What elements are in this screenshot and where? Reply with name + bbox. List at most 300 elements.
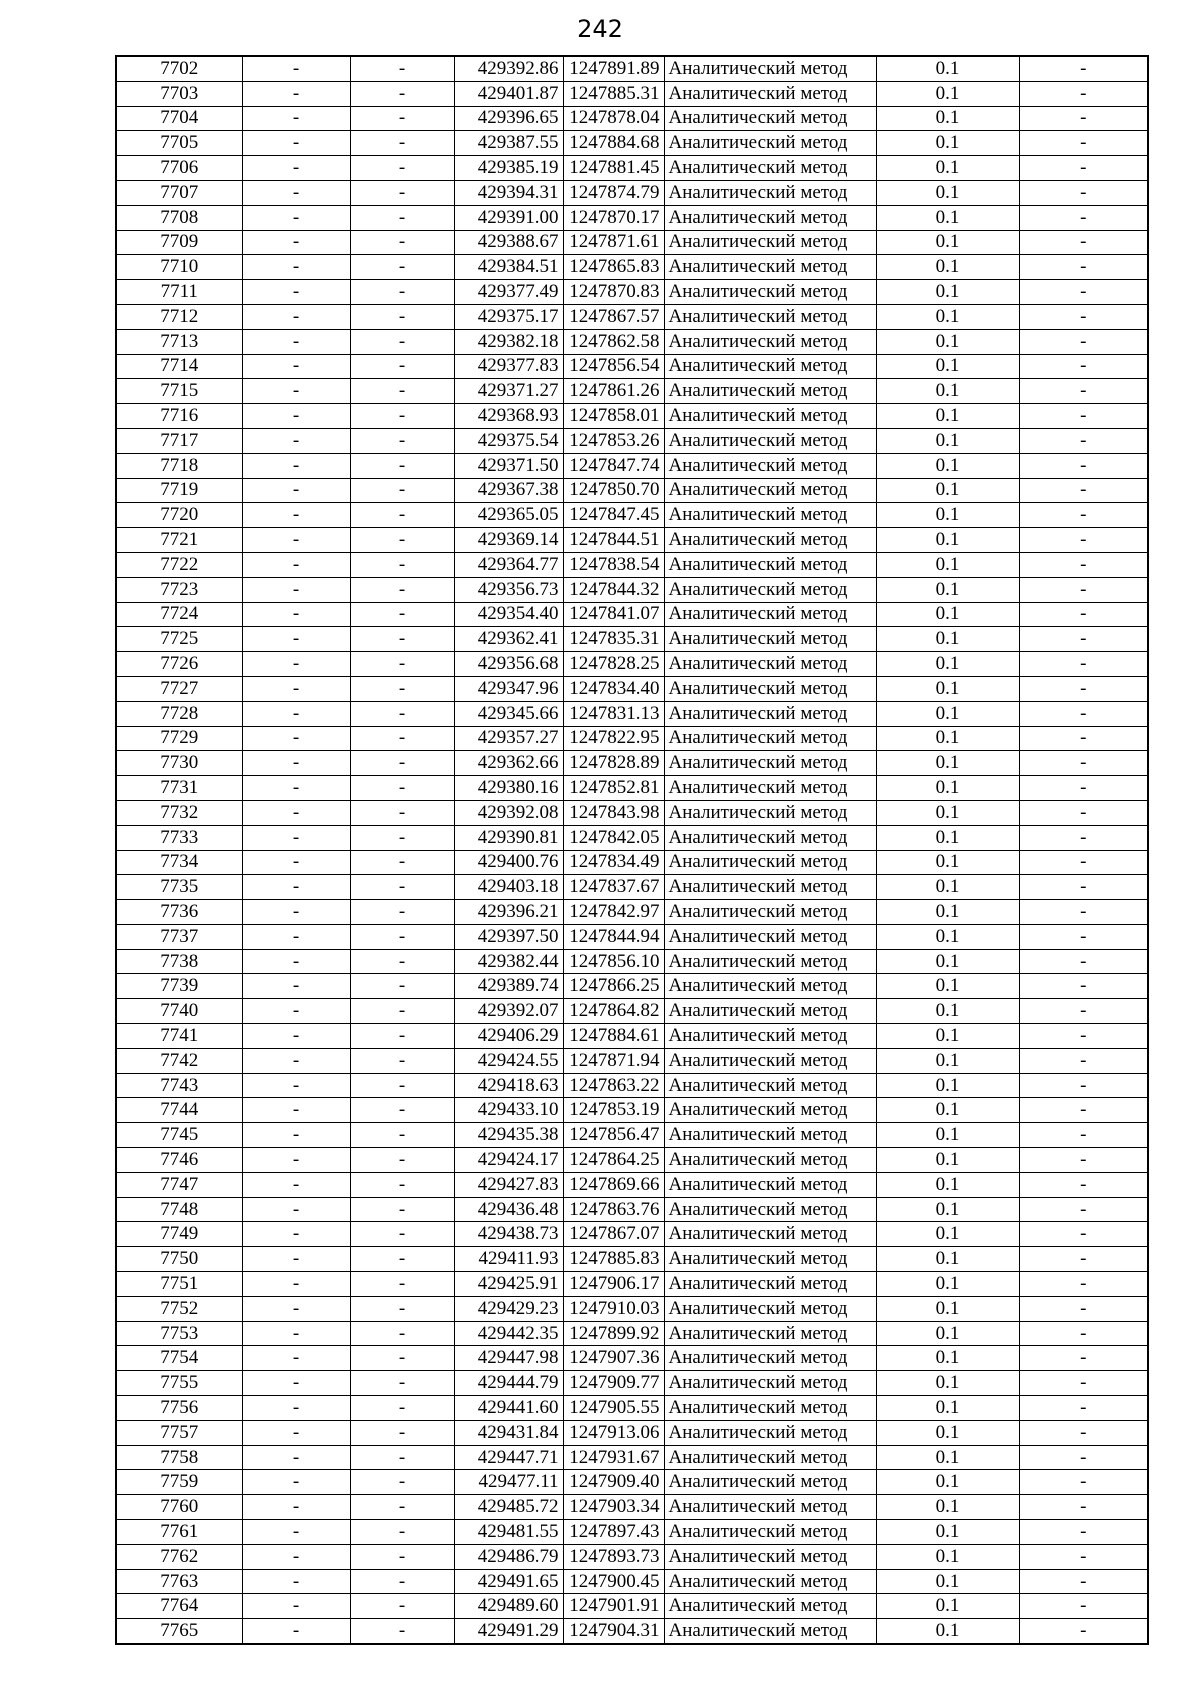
method-cell: Аналитический метод bbox=[664, 1445, 876, 1470]
method-cell: Аналитический метод bbox=[664, 1495, 876, 1520]
empty-cell: - bbox=[1019, 1346, 1148, 1371]
point-number-cell: 7709 bbox=[116, 230, 242, 255]
empty-cell: - bbox=[1019, 453, 1148, 478]
accuracy-cell: 0.1 bbox=[876, 850, 1019, 875]
accuracy-cell: 0.1 bbox=[876, 1222, 1019, 1247]
y-coordinate-cell: 1247853.19 bbox=[563, 1098, 664, 1123]
x-coordinate-cell: 429392.08 bbox=[454, 800, 563, 825]
accuracy-cell: 0.1 bbox=[876, 701, 1019, 726]
empty-cell: - bbox=[242, 503, 350, 528]
accuracy-cell: 0.1 bbox=[876, 900, 1019, 925]
table-row bbox=[116, 1172, 1148, 1197]
empty-cell: - bbox=[1019, 1619, 1148, 1644]
method-cell: Аналитический метод bbox=[664, 255, 876, 280]
y-coordinate-cell: 1247842.97 bbox=[563, 900, 664, 925]
table-row bbox=[116, 329, 1148, 354]
method-cell: Аналитический метод bbox=[664, 180, 876, 205]
empty-cell: - bbox=[1019, 627, 1148, 652]
accuracy-cell: 0.1 bbox=[876, 1420, 1019, 1445]
point-number-cell: 7752 bbox=[116, 1296, 242, 1321]
empty-cell: - bbox=[350, 1619, 454, 1644]
x-coordinate-cell: 429369.14 bbox=[454, 528, 563, 553]
empty-cell: - bbox=[242, 875, 350, 900]
accuracy-cell: 0.1 bbox=[876, 577, 1019, 602]
empty-cell: - bbox=[350, 800, 454, 825]
empty-cell: - bbox=[1019, 304, 1148, 329]
point-number-cell: 7736 bbox=[116, 900, 242, 925]
x-coordinate-cell: 429396.65 bbox=[454, 106, 563, 131]
point-number-cell: 7705 bbox=[116, 131, 242, 156]
method-cell: Аналитический метод bbox=[664, 1544, 876, 1569]
point-number-cell: 7755 bbox=[116, 1371, 242, 1396]
x-coordinate-cell: 429424.55 bbox=[454, 1048, 563, 1073]
point-number-cell: 7732 bbox=[116, 800, 242, 825]
empty-cell: - bbox=[242, 56, 350, 81]
y-coordinate-cell: 1247905.55 bbox=[563, 1396, 664, 1421]
method-cell: Аналитический метод bbox=[664, 304, 876, 329]
empty-cell: - bbox=[350, 1172, 454, 1197]
y-coordinate-cell: 1247850.70 bbox=[563, 478, 664, 503]
table-row bbox=[116, 900, 1148, 925]
empty-cell: - bbox=[1019, 1420, 1148, 1445]
point-number-cell: 7741 bbox=[116, 1024, 242, 1049]
point-number-cell: 7710 bbox=[116, 255, 242, 280]
empty-cell: - bbox=[1019, 900, 1148, 925]
empty-cell: - bbox=[242, 776, 350, 801]
y-coordinate-cell: 1247884.61 bbox=[563, 1024, 664, 1049]
point-number-cell: 7745 bbox=[116, 1123, 242, 1148]
table-row bbox=[116, 106, 1148, 131]
empty-cell: - bbox=[1019, 205, 1148, 230]
x-coordinate-cell: 429444.79 bbox=[454, 1371, 563, 1396]
y-coordinate-cell: 1247841.07 bbox=[563, 602, 664, 627]
empty-cell: - bbox=[1019, 800, 1148, 825]
empty-cell: - bbox=[242, 1197, 350, 1222]
empty-cell: - bbox=[242, 428, 350, 453]
table-row bbox=[116, 1222, 1148, 1247]
method-cell: Аналитический метод bbox=[664, 56, 876, 81]
accuracy-cell: 0.1 bbox=[876, 1396, 1019, 1421]
x-coordinate-cell: 429425.91 bbox=[454, 1272, 563, 1297]
empty-cell: - bbox=[1019, 329, 1148, 354]
empty-cell: - bbox=[242, 1172, 350, 1197]
x-coordinate-cell: 429442.35 bbox=[454, 1321, 563, 1346]
method-cell: Аналитический метод bbox=[664, 1396, 876, 1421]
empty-cell: - bbox=[242, 924, 350, 949]
empty-cell: - bbox=[350, 1321, 454, 1346]
accuracy-cell: 0.1 bbox=[876, 255, 1019, 280]
accuracy-cell: 0.1 bbox=[876, 453, 1019, 478]
x-coordinate-cell: 429433.10 bbox=[454, 1098, 563, 1123]
accuracy-cell: 0.1 bbox=[876, 56, 1019, 81]
x-coordinate-cell: 429418.63 bbox=[454, 1073, 563, 1098]
point-number-cell: 7723 bbox=[116, 577, 242, 602]
table-row bbox=[116, 56, 1148, 81]
empty-cell: - bbox=[1019, 726, 1148, 751]
empty-cell: - bbox=[1019, 552, 1148, 577]
empty-cell: - bbox=[242, 379, 350, 404]
table-row bbox=[116, 404, 1148, 429]
table-row bbox=[116, 230, 1148, 255]
method-cell: Аналитический метод bbox=[664, 1148, 876, 1173]
point-number-cell: 7704 bbox=[116, 106, 242, 131]
x-coordinate-cell: 429436.48 bbox=[454, 1197, 563, 1222]
method-cell: Аналитический метод bbox=[664, 528, 876, 553]
accuracy-cell: 0.1 bbox=[876, 949, 1019, 974]
method-cell: Аналитический метод bbox=[664, 1197, 876, 1222]
point-number-cell: 7743 bbox=[116, 1073, 242, 1098]
y-coordinate-cell: 1247822.95 bbox=[563, 726, 664, 751]
x-coordinate-cell: 429477.11 bbox=[454, 1470, 563, 1495]
table-row bbox=[116, 1197, 1148, 1222]
empty-cell: - bbox=[350, 156, 454, 181]
point-number-cell: 7727 bbox=[116, 676, 242, 701]
accuracy-cell: 0.1 bbox=[876, 999, 1019, 1024]
x-coordinate-cell: 429435.38 bbox=[454, 1123, 563, 1148]
table-row bbox=[116, 478, 1148, 503]
x-coordinate-cell: 429362.66 bbox=[454, 751, 563, 776]
empty-cell: - bbox=[242, 1520, 350, 1545]
empty-cell: - bbox=[1019, 999, 1148, 1024]
method-cell: Аналитический метод bbox=[664, 652, 876, 677]
x-coordinate-cell: 429385.19 bbox=[454, 156, 563, 181]
method-cell: Аналитический метод bbox=[664, 776, 876, 801]
table-row bbox=[116, 676, 1148, 701]
empty-cell: - bbox=[242, 1321, 350, 1346]
accuracy-cell: 0.1 bbox=[876, 1073, 1019, 1098]
point-number-cell: 7707 bbox=[116, 180, 242, 205]
table-row bbox=[116, 453, 1148, 478]
method-cell: Аналитический метод bbox=[664, 676, 876, 701]
empty-cell: - bbox=[242, 1123, 350, 1148]
point-number-cell: 7712 bbox=[116, 304, 242, 329]
accuracy-cell: 0.1 bbox=[876, 503, 1019, 528]
empty-cell: - bbox=[350, 751, 454, 776]
x-coordinate-cell: 429357.27 bbox=[454, 726, 563, 751]
method-cell: Аналитический метод bbox=[664, 552, 876, 577]
point-number-cell: 7714 bbox=[116, 354, 242, 379]
table-body bbox=[116, 56, 1148, 1644]
empty-cell: - bbox=[242, 230, 350, 255]
accuracy-cell: 0.1 bbox=[876, 1123, 1019, 1148]
table-row bbox=[116, 1470, 1148, 1495]
x-coordinate-cell: 429367.38 bbox=[454, 478, 563, 503]
empty-cell: - bbox=[242, 1569, 350, 1594]
point-number-cell: 7715 bbox=[116, 379, 242, 404]
table-row bbox=[116, 800, 1148, 825]
point-number-cell: 7740 bbox=[116, 999, 242, 1024]
accuracy-cell: 0.1 bbox=[876, 776, 1019, 801]
point-number-cell: 7738 bbox=[116, 949, 242, 974]
method-cell: Аналитический метод bbox=[664, 404, 876, 429]
accuracy-cell: 0.1 bbox=[876, 1371, 1019, 1396]
y-coordinate-cell: 1247870.17 bbox=[563, 205, 664, 230]
empty-cell: - bbox=[350, 1272, 454, 1297]
accuracy-cell: 0.1 bbox=[876, 676, 1019, 701]
method-cell: Аналитический метод bbox=[664, 156, 876, 181]
method-cell: Аналитический метод bbox=[664, 999, 876, 1024]
table-row bbox=[116, 850, 1148, 875]
y-coordinate-cell: 1247847.74 bbox=[563, 453, 664, 478]
empty-cell: - bbox=[242, 949, 350, 974]
empty-cell: - bbox=[242, 354, 350, 379]
empty-cell: - bbox=[350, 1073, 454, 1098]
table-row bbox=[116, 1048, 1148, 1073]
y-coordinate-cell: 1247900.45 bbox=[563, 1569, 664, 1594]
empty-cell: - bbox=[350, 850, 454, 875]
empty-cell: - bbox=[1019, 1396, 1148, 1421]
x-coordinate-cell: 429401.87 bbox=[454, 81, 563, 106]
empty-cell: - bbox=[242, 1098, 350, 1123]
empty-cell: - bbox=[242, 329, 350, 354]
method-cell: Аналитический метод bbox=[664, 1272, 876, 1297]
accuracy-cell: 0.1 bbox=[876, 1148, 1019, 1173]
point-number-cell: 7706 bbox=[116, 156, 242, 181]
accuracy-cell: 0.1 bbox=[876, 280, 1019, 305]
method-cell: Аналитический метод bbox=[664, 1619, 876, 1644]
empty-cell: - bbox=[1019, 230, 1148, 255]
empty-cell: - bbox=[350, 1123, 454, 1148]
accuracy-cell: 0.1 bbox=[876, 1296, 1019, 1321]
table-row bbox=[116, 1321, 1148, 1346]
empty-cell: - bbox=[242, 1222, 350, 1247]
accuracy-cell: 0.1 bbox=[876, 652, 1019, 677]
empty-cell: - bbox=[350, 999, 454, 1024]
y-coordinate-cell: 1247853.26 bbox=[563, 428, 664, 453]
accuracy-cell: 0.1 bbox=[876, 1321, 1019, 1346]
point-number-cell: 7758 bbox=[116, 1445, 242, 1470]
accuracy-cell: 0.1 bbox=[876, 1594, 1019, 1619]
table-row bbox=[116, 974, 1148, 999]
table-row bbox=[116, 577, 1148, 602]
empty-cell: - bbox=[350, 900, 454, 925]
empty-cell: - bbox=[242, 404, 350, 429]
empty-cell: - bbox=[350, 81, 454, 106]
y-coordinate-cell: 1247885.83 bbox=[563, 1247, 664, 1272]
method-cell: Аналитический метод bbox=[664, 800, 876, 825]
method-cell: Аналитический метод bbox=[664, 875, 876, 900]
empty-cell: - bbox=[1019, 1148, 1148, 1173]
method-cell: Аналитический метод bbox=[664, 354, 876, 379]
y-coordinate-cell: 1247909.40 bbox=[563, 1470, 664, 1495]
empty-cell: - bbox=[242, 627, 350, 652]
accuracy-cell: 0.1 bbox=[876, 1619, 1019, 1644]
empty-cell: - bbox=[350, 329, 454, 354]
y-coordinate-cell: 1247899.92 bbox=[563, 1321, 664, 1346]
x-coordinate-cell: 429424.17 bbox=[454, 1148, 563, 1173]
x-coordinate-cell: 429403.18 bbox=[454, 875, 563, 900]
point-number-cell: 7747 bbox=[116, 1172, 242, 1197]
empty-cell: - bbox=[242, 1445, 350, 1470]
table-row bbox=[116, 1024, 1148, 1049]
y-coordinate-cell: 1247856.47 bbox=[563, 1123, 664, 1148]
empty-cell: - bbox=[1019, 1470, 1148, 1495]
table-row bbox=[116, 776, 1148, 801]
y-coordinate-cell: 1247856.54 bbox=[563, 354, 664, 379]
y-coordinate-cell: 1247893.73 bbox=[563, 1544, 664, 1569]
accuracy-cell: 0.1 bbox=[876, 205, 1019, 230]
method-cell: Аналитический метод bbox=[664, 1048, 876, 1073]
method-cell: Аналитический метод bbox=[664, 205, 876, 230]
table-row bbox=[116, 999, 1148, 1024]
y-coordinate-cell: 1247858.01 bbox=[563, 404, 664, 429]
y-coordinate-cell: 1247837.67 bbox=[563, 875, 664, 900]
x-coordinate-cell: 429377.83 bbox=[454, 354, 563, 379]
table-row bbox=[116, 428, 1148, 453]
point-number-cell: 7725 bbox=[116, 627, 242, 652]
y-coordinate-cell: 1247844.32 bbox=[563, 577, 664, 602]
point-number-cell: 7759 bbox=[116, 1470, 242, 1495]
x-coordinate-cell: 429397.50 bbox=[454, 924, 563, 949]
empty-cell: - bbox=[1019, 850, 1148, 875]
table-row bbox=[116, 156, 1148, 181]
empty-cell: - bbox=[242, 81, 350, 106]
table-row bbox=[116, 1520, 1148, 1545]
point-number-cell: 7737 bbox=[116, 924, 242, 949]
empty-cell: - bbox=[242, 1272, 350, 1297]
empty-cell: - bbox=[350, 974, 454, 999]
point-number-cell: 7717 bbox=[116, 428, 242, 453]
method-cell: Аналитический метод bbox=[664, 726, 876, 751]
table-row bbox=[116, 1346, 1148, 1371]
accuracy-cell: 0.1 bbox=[876, 329, 1019, 354]
empty-cell: - bbox=[1019, 875, 1148, 900]
method-cell: Аналитический метод bbox=[664, 503, 876, 528]
empty-cell: - bbox=[350, 776, 454, 801]
empty-cell: - bbox=[242, 106, 350, 131]
method-cell: Аналитический метод bbox=[664, 949, 876, 974]
empty-cell: - bbox=[350, 1148, 454, 1173]
empty-cell: - bbox=[242, 205, 350, 230]
empty-cell: - bbox=[1019, 1569, 1148, 1594]
method-cell: Аналитический метод bbox=[664, 1569, 876, 1594]
x-coordinate-cell: 429380.16 bbox=[454, 776, 563, 801]
empty-cell: - bbox=[242, 1296, 350, 1321]
empty-cell: - bbox=[242, 825, 350, 850]
y-coordinate-cell: 1247828.89 bbox=[563, 751, 664, 776]
accuracy-cell: 0.1 bbox=[876, 304, 1019, 329]
empty-cell: - bbox=[1019, 81, 1148, 106]
empty-cell: - bbox=[242, 1420, 350, 1445]
empty-cell: - bbox=[350, 1197, 454, 1222]
empty-cell: - bbox=[1019, 1495, 1148, 1520]
point-number-cell: 7716 bbox=[116, 404, 242, 429]
empty-cell: - bbox=[242, 552, 350, 577]
y-coordinate-cell: 1247909.77 bbox=[563, 1371, 664, 1396]
accuracy-cell: 0.1 bbox=[876, 354, 1019, 379]
table-row bbox=[116, 701, 1148, 726]
y-coordinate-cell: 1247881.45 bbox=[563, 156, 664, 181]
accuracy-cell: 0.1 bbox=[876, 81, 1019, 106]
table-row bbox=[116, 1247, 1148, 1272]
empty-cell: - bbox=[242, 255, 350, 280]
point-number-cell: 7748 bbox=[116, 1197, 242, 1222]
empty-cell: - bbox=[350, 255, 454, 280]
x-coordinate-cell: 429392.86 bbox=[454, 56, 563, 81]
empty-cell: - bbox=[242, 850, 350, 875]
y-coordinate-cell: 1247884.68 bbox=[563, 131, 664, 156]
table-row bbox=[116, 1569, 1148, 1594]
point-number-cell: 7724 bbox=[116, 602, 242, 627]
x-coordinate-cell: 429391.00 bbox=[454, 205, 563, 230]
x-coordinate-cell: 429365.05 bbox=[454, 503, 563, 528]
table-row bbox=[116, 180, 1148, 205]
empty-cell: - bbox=[1019, 156, 1148, 181]
accuracy-cell: 0.1 bbox=[876, 478, 1019, 503]
empty-cell: - bbox=[1019, 106, 1148, 131]
accuracy-cell: 0.1 bbox=[876, 1544, 1019, 1569]
empty-cell: - bbox=[242, 180, 350, 205]
table-row bbox=[116, 379, 1148, 404]
empty-cell: - bbox=[350, 1346, 454, 1371]
empty-cell: - bbox=[350, 1024, 454, 1049]
point-number-cell: 7761 bbox=[116, 1520, 242, 1545]
table-row bbox=[116, 1371, 1148, 1396]
empty-cell: - bbox=[242, 1470, 350, 1495]
method-cell: Аналитический метод bbox=[664, 1594, 876, 1619]
empty-cell: - bbox=[1019, 1098, 1148, 1123]
x-coordinate-cell: 429431.84 bbox=[454, 1420, 563, 1445]
point-number-cell: 7718 bbox=[116, 453, 242, 478]
empty-cell: - bbox=[242, 726, 350, 751]
method-cell: Аналитический метод bbox=[664, 1123, 876, 1148]
y-coordinate-cell: 1247828.25 bbox=[563, 652, 664, 677]
method-cell: Аналитический метод bbox=[664, 1296, 876, 1321]
empty-cell: - bbox=[242, 701, 350, 726]
method-cell: Аналитический метод bbox=[664, 1371, 876, 1396]
empty-cell: - bbox=[350, 577, 454, 602]
empty-cell: - bbox=[350, 205, 454, 230]
empty-cell: - bbox=[1019, 924, 1148, 949]
table-row bbox=[116, 875, 1148, 900]
empty-cell: - bbox=[350, 627, 454, 652]
empty-cell: - bbox=[350, 676, 454, 701]
y-coordinate-cell: 1247903.34 bbox=[563, 1495, 664, 1520]
point-number-cell: 7754 bbox=[116, 1346, 242, 1371]
empty-cell: - bbox=[1019, 974, 1148, 999]
accuracy-cell: 0.1 bbox=[876, 1520, 1019, 1545]
empty-cell: - bbox=[242, 304, 350, 329]
y-coordinate-cell: 1247844.51 bbox=[563, 528, 664, 553]
accuracy-cell: 0.1 bbox=[876, 528, 1019, 553]
empty-cell: - bbox=[1019, 1123, 1148, 1148]
accuracy-cell: 0.1 bbox=[876, 156, 1019, 181]
empty-cell: - bbox=[1019, 1544, 1148, 1569]
empty-cell: - bbox=[350, 230, 454, 255]
x-coordinate-cell: 429388.67 bbox=[454, 230, 563, 255]
empty-cell: - bbox=[350, 924, 454, 949]
table-row bbox=[116, 726, 1148, 751]
method-cell: Аналитический метод bbox=[664, 1024, 876, 1049]
empty-cell: - bbox=[350, 1247, 454, 1272]
method-cell: Аналитический метод bbox=[664, 1172, 876, 1197]
method-cell: Аналитический метод bbox=[664, 1520, 876, 1545]
empty-cell: - bbox=[242, 577, 350, 602]
empty-cell: - bbox=[242, 1495, 350, 1520]
empty-cell: - bbox=[1019, 1172, 1148, 1197]
y-coordinate-cell: 1247865.83 bbox=[563, 255, 664, 280]
point-number-cell: 7744 bbox=[116, 1098, 242, 1123]
method-cell: Аналитический метод bbox=[664, 379, 876, 404]
point-number-cell: 7722 bbox=[116, 552, 242, 577]
accuracy-cell: 0.1 bbox=[876, 552, 1019, 577]
accuracy-cell: 0.1 bbox=[876, 1445, 1019, 1470]
point-number-cell: 7756 bbox=[116, 1396, 242, 1421]
empty-cell: - bbox=[1019, 602, 1148, 627]
accuracy-cell: 0.1 bbox=[876, 180, 1019, 205]
method-cell: Аналитический метод bbox=[664, 478, 876, 503]
empty-cell: - bbox=[1019, 1048, 1148, 1073]
